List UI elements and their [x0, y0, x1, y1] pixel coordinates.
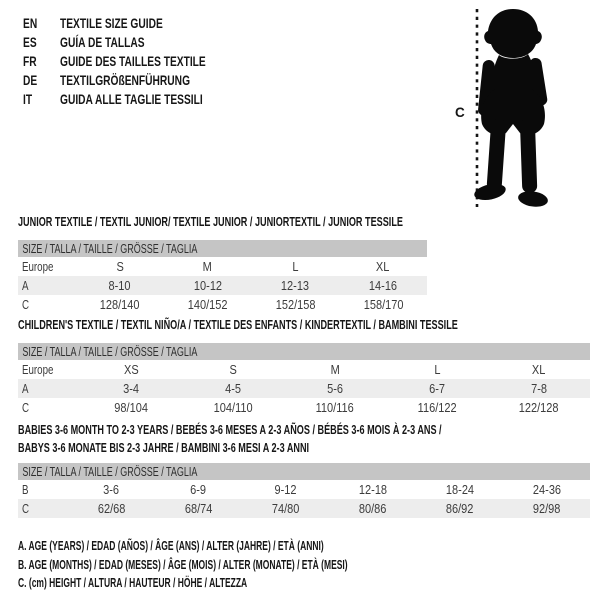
table-cell	[80, 398, 182, 417]
junior-table-row-europe	[18, 257, 427, 276]
table-cell	[386, 398, 488, 417]
junior-size-header-bar	[18, 240, 427, 257]
table-cell-text: 14-16	[369, 278, 398, 293]
table-cell-text: 4-5	[225, 381, 241, 396]
table-cell	[164, 257, 252, 276]
language-code: FR	[23, 52, 37, 69]
table-cell-text: XL	[532, 362, 546, 377]
language-row-en	[23, 13, 260, 32]
legend-line-age-years: A. AGE (YEARS) / EDAD (AÑOS) / ÂGE (ANS) / ALTER (JAHRE) / ETÀ (ANNI)	[18, 539, 324, 554]
legend	[18, 537, 503, 593]
table-cell	[76, 257, 164, 276]
children-size-header-bar	[18, 343, 590, 360]
table-cell-text: 6-7	[429, 381, 445, 396]
row-label-text: A	[22, 381, 29, 396]
table-cell-text: 104/110	[213, 400, 253, 415]
table-cell-text: 92/98	[532, 501, 561, 516]
table-cell	[284, 360, 386, 379]
table-cell-text: 98/104	[114, 400, 148, 415]
table-cell-text: 110/116	[315, 400, 355, 415]
table-cell-text: 152/158	[275, 297, 316, 312]
legend-line-height: C. (cm) HEIGHT / ALTURA / HAUTEUR / HÖHE / ALTEZZA	[18, 576, 248, 591]
table-cell-text: 12-13	[281, 278, 310, 293]
table-cell	[339, 276, 427, 295]
language-row-it	[23, 89, 260, 108]
table-cell-text: 24-36	[532, 482, 561, 497]
table-title-text: JUNIOR TEXTILE / TEXTIL JUNIOR/ TEXTILE JUNIOR / JUNIORTEXTIL / JUNIOR TESSILE	[18, 214, 403, 229]
table-cell-text: 122/128	[519, 400, 559, 415]
table-cell-text: 116/122	[417, 400, 457, 415]
junior-table-row-a	[18, 276, 427, 295]
table-cell-text: 10-12	[193, 278, 222, 293]
size-header-text: SIZE / TALLA / TAILLE / GRÖSSE / TAGLIA	[22, 241, 198, 256]
language-code: DE	[23, 71, 38, 88]
row-label-text: C	[22, 501, 30, 516]
table-cell-text: 12-18	[358, 482, 387, 497]
table-title-text: BABIES 3-6 MONTH TO 2-3 YEARS / BEBÉS 3-6 MESES A 2-3 AÑOS / BÉBÉS 3-6 MOIS À 2-3 ANS /	[18, 422, 442, 437]
table-cell	[488, 360, 590, 379]
table-cell-text: 68/74	[184, 501, 213, 516]
junior-table-row-c	[18, 295, 427, 314]
table-cell	[386, 379, 488, 398]
row-label-text: C	[22, 400, 30, 415]
babies-size-header-bar	[18, 463, 590, 480]
row-label	[18, 257, 76, 276]
table-cell	[284, 398, 386, 417]
table-cell	[164, 295, 252, 314]
children-table-row-c	[18, 398, 590, 417]
language-label: TEXTILE SIZE GUIDE	[60, 14, 163, 31]
row-label	[18, 276, 76, 295]
table-cell	[329, 480, 416, 499]
children-table-row-europe	[18, 360, 590, 379]
children-table-title	[18, 318, 600, 334]
legend-line-age-months: B. AGE (MONTHS) / EDAD (MESES) / ÂGE (MOIS) / ALTER (MONATE) / ETÀ (MESI)	[18, 557, 348, 572]
row-label	[18, 398, 80, 417]
size-header-text: SIZE / TALLA / TAILLE / GRÖSSE / TAGLIA	[22, 344, 198, 359]
table-cell-text: 62/68	[97, 501, 126, 516]
row-label-text: Europe	[22, 362, 54, 377]
table-cell-text: 6-9	[190, 482, 207, 497]
table-title-text: CHILDREN'S TEXTILE / TEXTIL NIÑO/A / TEXTILE DES ENFANTS / KINDERTEXTIL / BAMBINI TESSILE	[18, 317, 458, 332]
table-cell	[339, 257, 427, 276]
language-label: GUIDE DES TAILLES TEXTILE	[60, 52, 206, 69]
table-cell	[80, 379, 182, 398]
table-title-text: BABYS 3-6 MONATE BIS 2-3 JAHRE / BAMBINI 3-6 MESI A 2-3 ANNI	[18, 440, 310, 455]
table-cell	[68, 480, 155, 499]
language-list	[23, 13, 260, 108]
table-cell-text: 74/80	[271, 501, 300, 516]
size-header-text: SIZE / TALLA / TAILLE / GRÖSSE / TAGLIA	[22, 464, 198, 479]
table-cell-text: XL	[376, 259, 390, 274]
row-label	[18, 379, 80, 398]
baby-silhouette-shape	[473, 9, 549, 209]
table-cell	[329, 499, 416, 518]
language-label: TEXTILGRÖßENFÜHRUNG	[60, 71, 191, 88]
table-cell	[182, 398, 284, 417]
table-cell	[339, 295, 427, 314]
table-cell	[252, 257, 340, 276]
table-cell-text: 80/86	[358, 501, 387, 516]
table-cell	[80, 360, 182, 379]
table-cell	[76, 276, 164, 295]
table-cell-text: 3-4	[123, 381, 139, 396]
table-cell-text: 86/92	[445, 501, 474, 516]
table-cell-text: 7-8	[531, 381, 547, 396]
table-cell	[155, 480, 242, 499]
table-cell	[164, 276, 252, 295]
language-label: GUÍA DE TALLAS	[60, 33, 145, 50]
table-cell	[503, 499, 590, 518]
table-cell-text: 18-24	[445, 482, 474, 497]
language-label: GUIDA ALLE TAGLIE TESSILI	[60, 90, 203, 107]
junior-table-title	[18, 215, 568, 231]
table-cell	[242, 480, 329, 499]
table-cell	[182, 379, 284, 398]
table-cell	[252, 295, 340, 314]
table-cell-text: M	[330, 362, 340, 377]
baby-figure	[450, 5, 580, 213]
row-label-text: Europe	[22, 259, 54, 274]
row-label	[18, 480, 68, 499]
table-cell	[488, 379, 590, 398]
babies-table-title	[18, 423, 600, 439]
row-label	[18, 295, 76, 314]
table-cell	[416, 480, 503, 499]
table-cell-text: L	[292, 259, 299, 274]
language-row-es	[23, 32, 260, 51]
table-cell	[386, 360, 488, 379]
row-label-text: A	[22, 278, 29, 293]
babies-table-title	[18, 441, 434, 457]
table-cell-text: 128/140	[99, 297, 140, 312]
baby-silhouette-icon	[450, 5, 580, 213]
table-cell-text: 8-10	[108, 278, 131, 293]
table-cell-text: 158/170	[363, 297, 404, 312]
table-cell-text: 5-6	[327, 381, 343, 396]
row-label	[18, 360, 80, 379]
table-cell	[503, 480, 590, 499]
table-cell	[252, 276, 340, 295]
table-cell	[416, 499, 503, 518]
table-cell-text: 9-12	[274, 482, 297, 497]
table-cell	[182, 360, 284, 379]
table-cell	[76, 295, 164, 314]
children-table-row-a	[18, 379, 590, 398]
table-cell	[242, 499, 329, 518]
language-row-fr	[23, 51, 260, 70]
table-cell-text: 140/152	[187, 297, 228, 312]
table-cell-text: 3-6	[103, 482, 120, 497]
babies-table-row-c	[18, 499, 590, 518]
row-label-text: C	[22, 297, 30, 312]
row-label-text: B	[22, 482, 29, 497]
table-cell	[284, 379, 386, 398]
language-row-de	[23, 70, 260, 89]
table-cell	[488, 398, 590, 417]
row-label	[18, 499, 68, 518]
table-cell	[155, 499, 242, 518]
table-cell-text: M	[203, 259, 213, 274]
table-cell-text: S	[116, 259, 124, 274]
table-cell	[68, 499, 155, 518]
language-code: IT	[23, 90, 33, 107]
language-code: EN	[23, 14, 38, 31]
language-code: ES	[23, 33, 37, 50]
table-cell-text: S	[229, 362, 237, 377]
table-cell-text: XS	[123, 362, 139, 377]
table-cell-text: L	[433, 362, 441, 377]
height-marker-label: C	[455, 105, 465, 120]
babies-table-row-b	[18, 480, 590, 499]
